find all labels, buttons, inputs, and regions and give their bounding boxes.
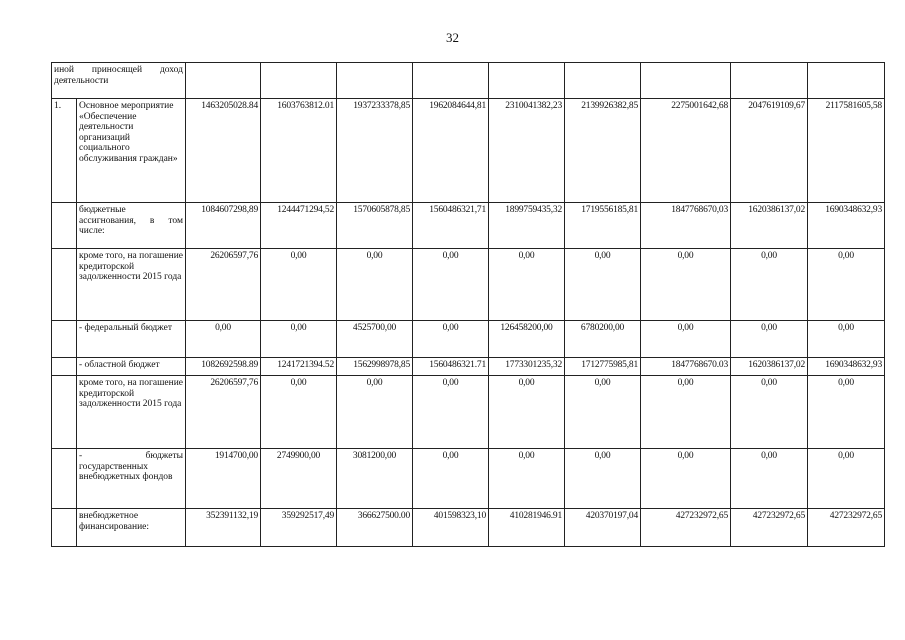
value-cell — [731, 63, 808, 99]
budget-table — [51, 62, 885, 547]
value-cell: 1241721394.52 — [261, 358, 337, 376]
value-cell: 2275001642,68 — [641, 99, 731, 203]
value-cell: 0,00 — [808, 321, 885, 358]
value-cell: 1463205028.84 — [186, 99, 261, 203]
value-cell: 1560486321,71 — [413, 203, 489, 249]
value-cell: 1937233378,85 — [337, 99, 413, 203]
value-cell: 0,00 — [186, 321, 261, 358]
table-row — [52, 449, 885, 509]
value-cell: 26206597,76 — [186, 249, 261, 321]
value-cell — [489, 63, 565, 99]
value-cell: 1082692598.89 — [186, 358, 261, 376]
value-cell: 1690348632,93 — [808, 358, 885, 376]
row-label: - федеральный бюджет — [77, 321, 186, 358]
value-cell: 0,00 — [413, 249, 489, 321]
value-cell: 0,00 — [489, 249, 565, 321]
value-cell: 1962084644,81 — [413, 99, 489, 203]
value-cell: 0,00 — [413, 449, 489, 509]
value-cell: 352391132,19 — [186, 509, 261, 547]
value-cell — [261, 63, 337, 99]
row-label: - бюджеты государственных внебюджетных фондов — [77, 449, 186, 509]
value-cell: 0,00 — [731, 449, 808, 509]
value-cell: 1560486321.71 — [413, 358, 489, 376]
row-label: кроме того, на погашение кредиторской задолженности 2015 года — [77, 249, 186, 321]
row-index — [52, 203, 77, 249]
value-cell: 0,00 — [413, 321, 489, 358]
value-cell: 1914700,00 — [186, 449, 261, 509]
value-cell: 0,00 — [808, 376, 885, 449]
row-label: бюджетные ассигнования, в том числе: — [77, 203, 186, 249]
row-label: иной приносящей доход деятельности — [52, 63, 186, 99]
table-row — [52, 203, 885, 249]
value-cell: 0,00 — [808, 249, 885, 321]
row-index — [52, 376, 77, 449]
value-cell: 427232972,65 — [731, 509, 808, 547]
value-cell: 420370197,04 — [565, 509, 641, 547]
value-cell: 1620386137,02 — [731, 358, 808, 376]
value-cell: 3081200,00 — [337, 449, 413, 509]
value-cell — [337, 63, 413, 99]
value-cell: 427232972,65 — [641, 509, 731, 547]
value-cell: 1570605878,85 — [337, 203, 413, 249]
value-cell: 410281946.91 — [489, 509, 565, 547]
value-cell: 0,00 — [489, 449, 565, 509]
value-cell: 0,00 — [731, 376, 808, 449]
value-cell: 0,00 — [641, 449, 731, 509]
value-cell: 2749900,00 — [261, 449, 337, 509]
table-row — [52, 358, 885, 376]
value-cell: 2310041382,23 — [489, 99, 565, 203]
value-cell: 0,00 — [565, 249, 641, 321]
table-row — [52, 99, 885, 203]
value-cell: 0,00 — [261, 321, 337, 358]
table-row — [52, 376, 885, 449]
value-cell: 427232972,65 — [808, 509, 885, 547]
value-cell: 26206597,76 — [186, 376, 261, 449]
value-cell: 0,00 — [337, 376, 413, 449]
value-cell: 1562998978,85 — [337, 358, 413, 376]
value-cell: 2047619109,67 — [731, 99, 808, 203]
row-index — [52, 449, 77, 509]
value-cell: 1244471294,52 — [261, 203, 337, 249]
value-cell: 1084607298,89 — [186, 203, 261, 249]
value-cell — [186, 63, 261, 99]
row-label: внебюджетное финансирование: — [77, 509, 186, 547]
value-cell: 0,00 — [261, 249, 337, 321]
value-cell: 0,00 — [337, 249, 413, 321]
value-cell: 0,00 — [641, 376, 731, 449]
value-cell: 366627500.00 — [337, 509, 413, 547]
value-cell — [808, 63, 885, 99]
row-label: кроме того, на погашение кредиторской задолженности 2015 года — [77, 376, 186, 449]
value-cell: 2117581605,58 — [808, 99, 885, 203]
value-cell: 2139926382,85 — [565, 99, 641, 203]
page-number: 32 — [446, 30, 459, 45]
value-cell: 6780200,00 — [565, 321, 641, 358]
value-cell: 0,00 — [731, 249, 808, 321]
value-cell: 0,00 — [731, 321, 808, 358]
value-cell: 4525700,00 — [337, 321, 413, 358]
table-row — [52, 249, 885, 321]
row-label: Основное мероприятие «Обеспечение деятельности организаций социального обслуживания граждан» — [77, 99, 186, 203]
table-row — [52, 321, 885, 358]
row-index — [52, 358, 77, 376]
value-cell: 0,00 — [565, 449, 641, 509]
row-index — [52, 321, 77, 358]
value-cell: 0,00 — [565, 376, 641, 449]
value-cell: 1773301235,32 — [489, 358, 565, 376]
value-cell — [641, 63, 731, 99]
row-label: - областной бюджет — [77, 358, 186, 376]
value-cell: 1603763812.01 — [261, 99, 337, 203]
value-cell: 0,00 — [641, 249, 731, 321]
value-cell: 1620386137,02 — [731, 203, 808, 249]
table-row — [52, 63, 885, 99]
value-cell: 0,00 — [413, 376, 489, 449]
value-cell: 126458200,00 — [489, 321, 565, 358]
row-index: 1. — [52, 99, 77, 203]
table-row — [52, 509, 885, 547]
value-cell: 1847768670,03 — [641, 203, 731, 249]
value-cell: 0,00 — [261, 376, 337, 449]
value-cell: 0,00 — [808, 449, 885, 509]
value-cell: 1719556185,81 — [565, 203, 641, 249]
value-cell: 1847768670.03 — [641, 358, 731, 376]
value-cell: 359292517,49 — [261, 509, 337, 547]
value-cell: 0,00 — [641, 321, 731, 358]
value-cell: 1899759435,32 — [489, 203, 565, 249]
row-index — [52, 249, 77, 321]
value-cell: 401598323,10 — [413, 509, 489, 547]
value-cell: 1712775985,81 — [565, 358, 641, 376]
value-cell — [413, 63, 489, 99]
value-cell — [565, 63, 641, 99]
value-cell: 0,00 — [489, 376, 565, 449]
value-cell: 1690348632,93 — [808, 203, 885, 249]
row-index — [52, 509, 77, 547]
